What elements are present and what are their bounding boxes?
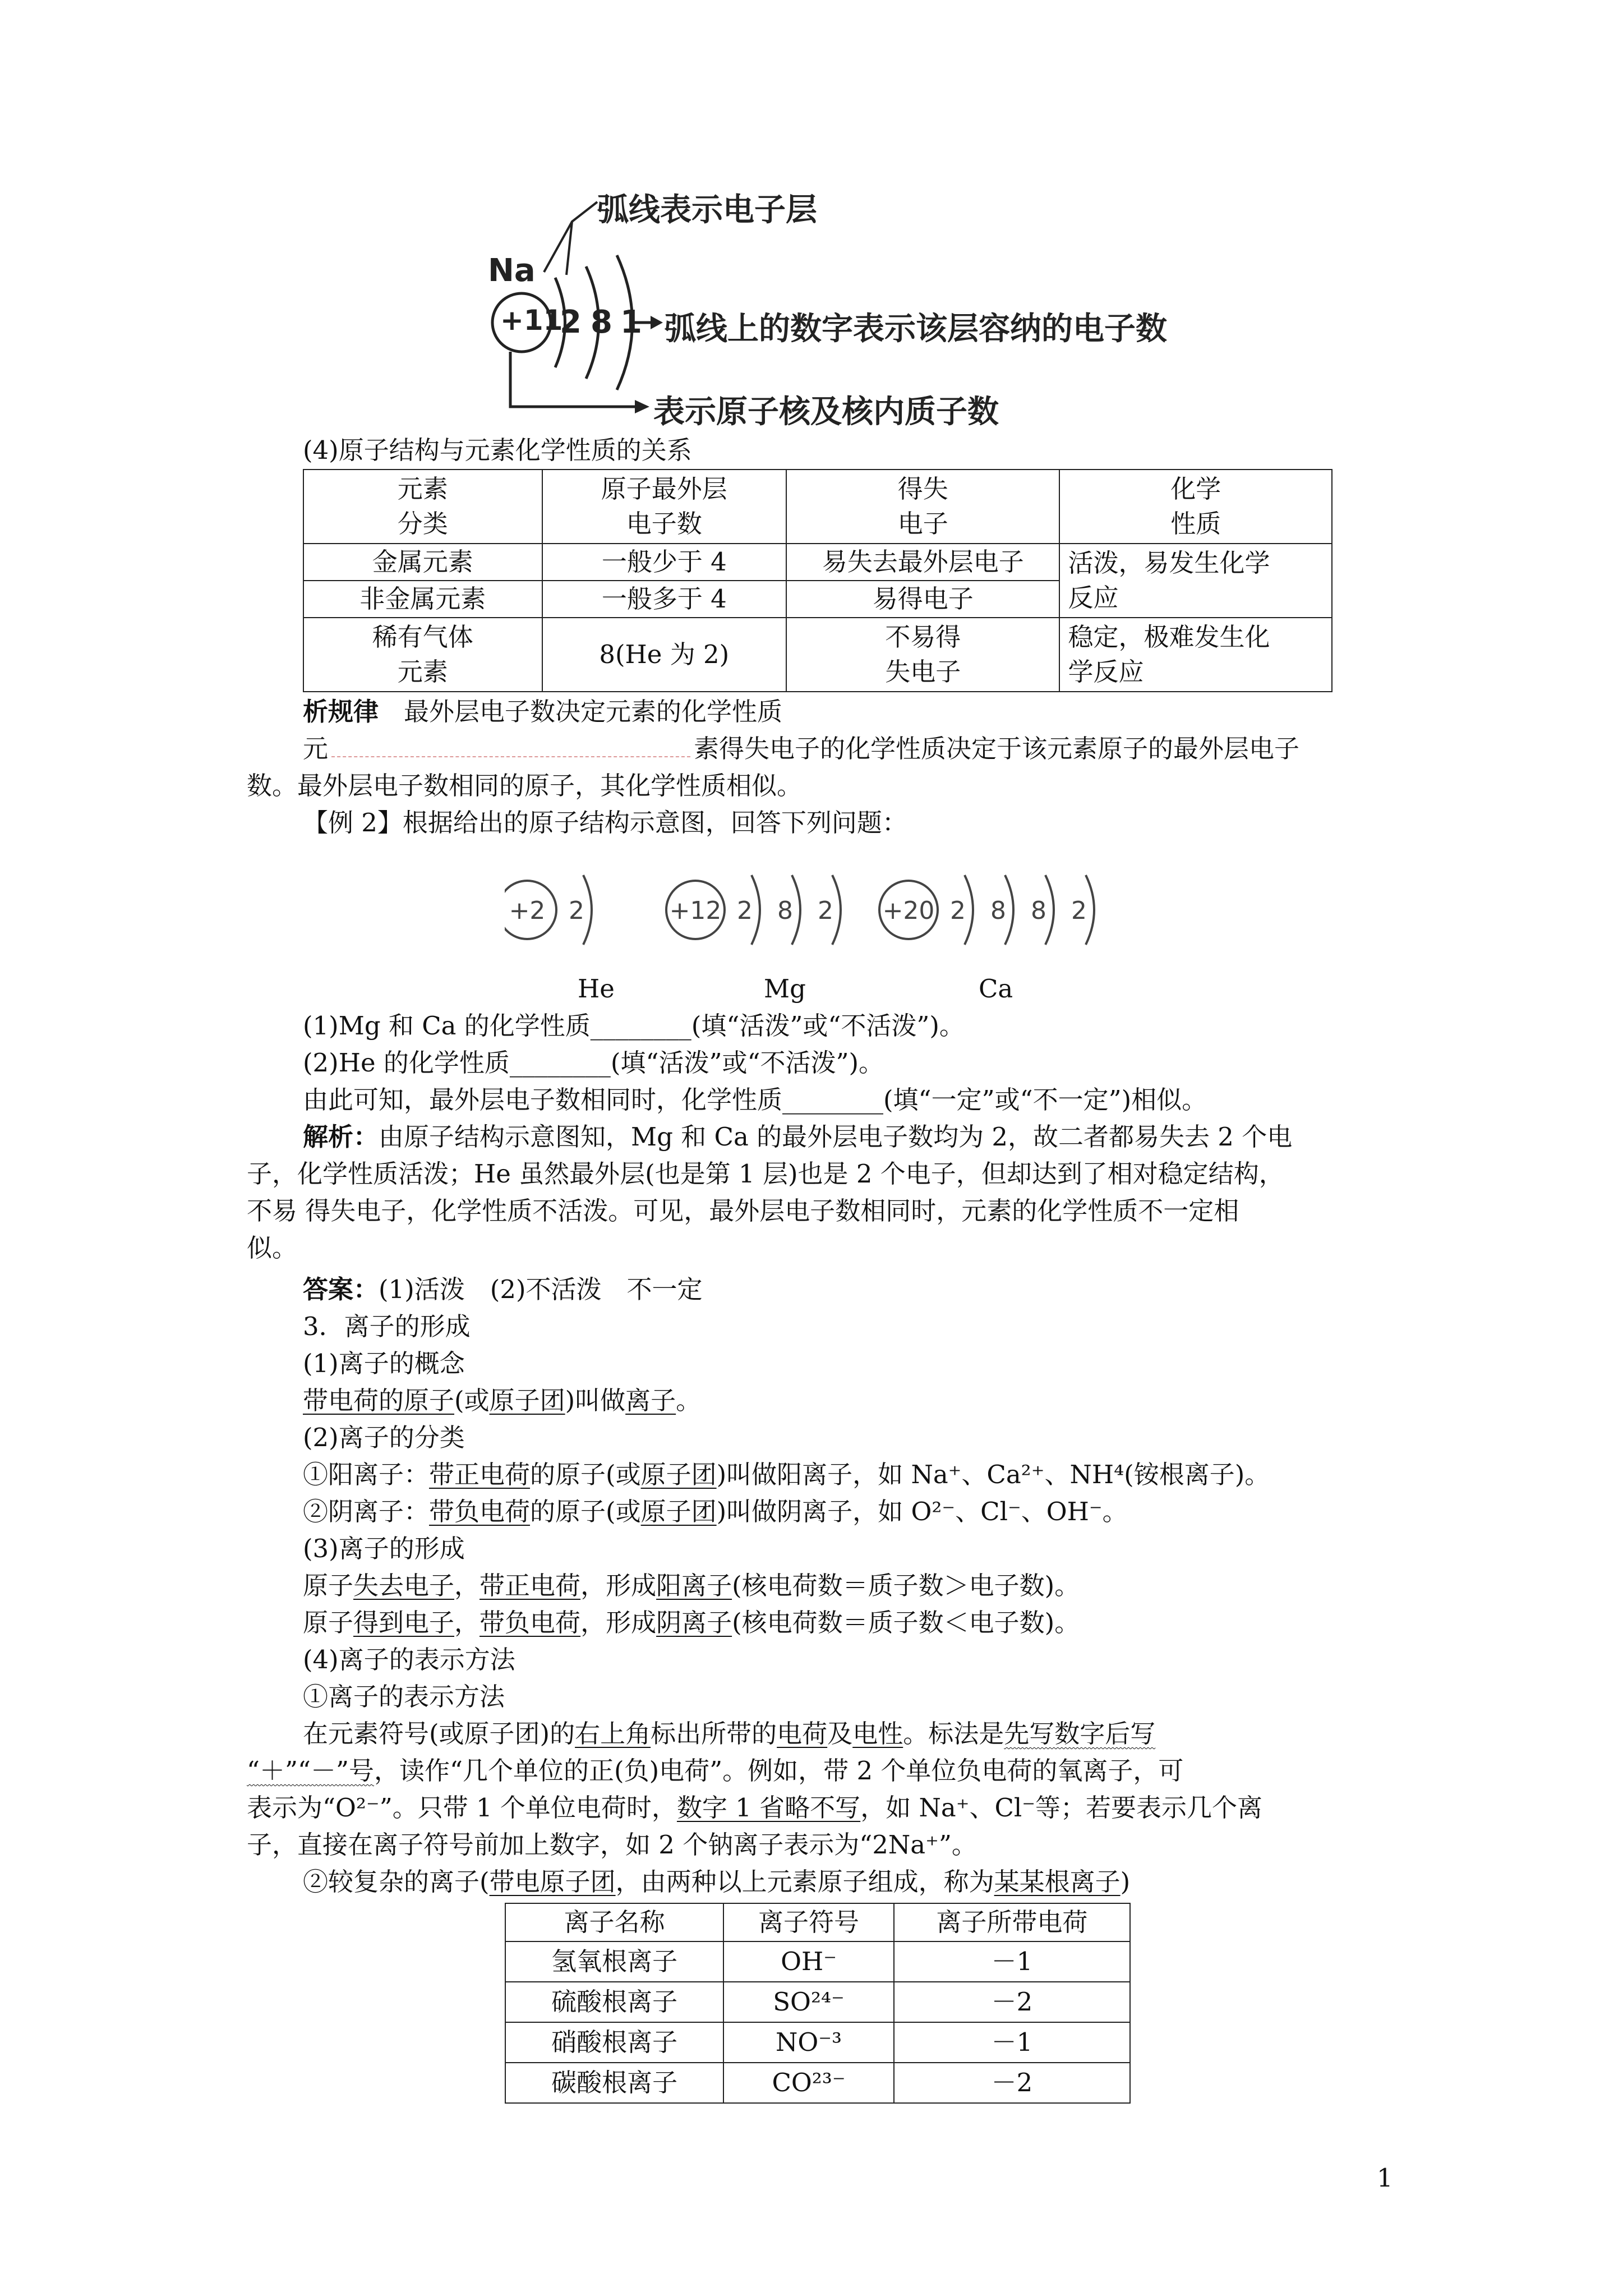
header-cell: 化学 性质	[1059, 470, 1332, 544]
text: 。	[676, 1386, 702, 1415]
table-cell: －1	[894, 1941, 1130, 1982]
electron-shell-arc	[583, 875, 592, 945]
rule-title: 最外层电子数决定元素的化学性质	[404, 697, 783, 726]
text: 标出所带的	[651, 1719, 777, 1749]
underlined-term: 带电原子团	[489, 1867, 616, 1897]
rule-text: 元	[303, 734, 329, 763]
question-1: (1)Mg 和 Ca 的化学性质________(填“活泼”或“不活泼”)。	[303, 1011, 965, 1041]
text: )	[1120, 1867, 1131, 1897]
example-intro: 【例 2】根据给出的原子结构示意图，回答下列问题：	[303, 808, 907, 838]
nucleus-charge: +2	[509, 896, 546, 925]
text: ，如 Na⁺、Cl⁻等；若要表示几个离	[860, 1793, 1263, 1823]
shell-electron-count: 2	[818, 896, 833, 925]
text: )叫做阴离子，如 O²⁻、Cl⁻、OH⁻。	[716, 1497, 1128, 1526]
table-cell-merged: 活泼，易发生化学 反应	[1059, 544, 1332, 618]
underlined-term: 离子	[625, 1386, 676, 1415]
formation-line-2	[303, 1604, 1080, 1641]
underlined-term: 数字 1 省略不写	[676, 1793, 861, 1823]
underlined-term: 带正电荷	[479, 1571, 581, 1600]
text: ①阳离子：	[303, 1460, 430, 1489]
table-header-row	[303, 470, 1332, 544]
text: 。标法是	[903, 1719, 1004, 1749]
rule-label: 析规律	[303, 697, 379, 726]
table-cell: 易失去最外层电子	[786, 544, 1059, 581]
analysis-text: 由原子结构示意图知，Mg 和 Ca 的最外层电子数均为 2，故二者都易失去 2 个电	[379, 1122, 1293, 1152]
answer-text: (1)活泼 (2)不活泼 不一定	[379, 1274, 703, 1304]
text: 原子	[303, 1571, 354, 1600]
question-3: 由此可知，最外层电子数相同时，化学性质________(填“一定”或“不一定”)相似。	[303, 1085, 1207, 1115]
text: )叫做	[565, 1386, 626, 1415]
underlined-term: 原子团	[640, 1460, 717, 1489]
electron-shell-arc	[1086, 875, 1094, 945]
header-cell: 原子最外层 电子数	[542, 470, 787, 544]
text: ②较复杂的离子(	[303, 1867, 490, 1897]
underlined-term: 某某根离子	[994, 1867, 1121, 1897]
sub-ion-representation-1: ①离子的表示方法	[303, 1682, 505, 1711]
na-shell-3: 1	[620, 304, 642, 341]
electron-shell-arc	[1005, 875, 1013, 945]
text: ②阴离子：	[303, 1497, 430, 1526]
table-row	[303, 618, 1332, 692]
text: (核电荷数＝质子数＞电子数)。	[732, 1571, 1080, 1600]
underlined-term: 电性	[852, 1719, 903, 1749]
text: 及	[827, 1719, 853, 1749]
table-header-row	[505, 1903, 1130, 1941]
table-row	[505, 2063, 1130, 2103]
analysis-line-2: 子，化学性质活泼；He 虽然最外层(也是第 1 层)也是 2 个电子，但却达到了相对稳定结构，	[247, 1159, 1284, 1189]
underlined-term: 右上角	[575, 1719, 651, 1749]
underlined-term: 带正电荷	[429, 1460, 531, 1489]
table-cell: CO²³⁻	[723, 2063, 894, 2103]
text: 原子	[303, 1608, 354, 1637]
na-shell-2: 8	[591, 304, 612, 341]
analysis-line-4: 似。	[247, 1233, 298, 1263]
table-row	[505, 1941, 1130, 1982]
analysis-label: 解析：	[303, 1122, 379, 1152]
faded-watermark-gap	[331, 735, 690, 757]
rule-heading	[303, 693, 782, 730]
underlined-term: 阴离子	[656, 1608, 732, 1637]
table-cell: －2	[894, 2063, 1130, 2103]
section4-title: (4)原子结构与元素化学性质的关系	[303, 435, 692, 465]
table-cell: 一般少于 4	[542, 544, 787, 581]
text: ，形成	[580, 1571, 657, 1600]
table-cell: 硝酸根离子	[505, 2022, 723, 2063]
cation-line	[303, 1456, 1270, 1493]
label-nucleus: 表示原子核及核内质子数	[653, 394, 999, 430]
text: ，读作“几个单位的正(负)电荷”。例如，带 2 个单位负电荷的氧离子，可	[374, 1756, 1184, 1786]
underlined-term: 原子团	[640, 1497, 717, 1526]
table-cell: －2	[894, 1982, 1130, 2022]
table-cell: 稳定，极难发生化 学反应	[1059, 618, 1332, 692]
atom-name-mg: Mg	[764, 974, 806, 1004]
ion-definition	[303, 1382, 701, 1419]
underlined-term: 带电荷的原子	[303, 1386, 455, 1415]
heading-ion-formation: 3．离子的形成	[303, 1312, 471, 1341]
text: 的原子(或	[530, 1460, 641, 1489]
electron-shell-arc	[1045, 875, 1054, 945]
electron-shell-arc	[792, 875, 800, 945]
table-cell: 碳酸根离子	[505, 2063, 723, 2103]
text: ，	[454, 1571, 480, 1600]
header-cell: 元素 分类	[303, 470, 542, 544]
table-row	[505, 1982, 1130, 2022]
table-cell: 8(He 为 2)	[542, 618, 787, 692]
electron-shell-arc	[832, 875, 841, 945]
ion-structure-diagrams	[505, 864, 1178, 965]
shell-electron-count: 8	[777, 896, 793, 925]
shell-electron-count: 2	[950, 896, 966, 925]
electron-shell-arc	[965, 875, 973, 945]
table-row	[505, 2022, 1130, 2063]
underlined-term: 得到电子	[353, 1608, 455, 1637]
underlined-term: 带负电荷	[429, 1497, 531, 1526]
table-cell: OH⁻	[723, 1941, 894, 1982]
text: ，形成	[580, 1608, 657, 1637]
shell-electron-count: 2	[737, 896, 753, 925]
shell-electron-count: 8	[990, 896, 1006, 925]
atom-diagrams-svg	[505, 864, 1178, 965]
table-row	[303, 544, 1332, 581]
representation-line-4: 子，直接在离子符号前加上数字，如 2 个钠离子表示为“2Na⁺”。	[247, 1830, 977, 1860]
header-cell: 离子所带电荷	[894, 1903, 1130, 1941]
analysis-line-1	[303, 1119, 1292, 1156]
sub-ion-representation: (4)离子的表示方法	[303, 1645, 515, 1674]
label-arc: 弧线表示电子层	[597, 192, 817, 228]
label-numbers: 弧线上的数字表示该层容纳的电子数	[665, 311, 1167, 347]
table-cell: 氢氧根离子	[505, 1941, 723, 1982]
header-cell: 得失 电子	[786, 470, 1059, 544]
text: 的原子(或	[530, 1497, 641, 1526]
table-cell: 易得电子	[786, 581, 1059, 618]
text: ，	[454, 1608, 480, 1637]
electron-shell-arc	[751, 875, 760, 945]
answer-line	[303, 1271, 703, 1308]
sub-ion-formation: (3)离子的形成	[303, 1534, 465, 1563]
table-cell: 硫酸根离子	[505, 1982, 723, 2022]
text: )叫做阳离子，如 Na⁺、Ca²⁺、NH⁴(铵根离子)。	[716, 1460, 1270, 1489]
complex-ion-line	[303, 1864, 1130, 1901]
analysis-line-3: 不易 得失电子，化学性质不活泼。可见，最外层电子数相同时，元素的化学性质不一定相	[247, 1196, 1239, 1226]
formation-line-1	[303, 1567, 1080, 1604]
nucleus-charge: +12	[669, 896, 722, 925]
radical-ion-table	[505, 1903, 1131, 2104]
sub-ion-classification: (2)离子的分类	[303, 1423, 465, 1452]
text: (核电荷数＝质子数＜电子数)。	[732, 1608, 1080, 1637]
representation-line-2	[247, 1752, 1183, 1789]
na-atom-diagram	[482, 180, 1211, 432]
representation-line-1	[303, 1715, 1155, 1752]
shell-electron-count: 2	[569, 896, 584, 925]
wavy-underlined-term: 先写数字后写	[1004, 1719, 1156, 1749]
rule-line-2: 数。最外层电子数相同的原子，其化学性质相似。	[247, 771, 803, 800]
text: 表示为“O²⁻”。只带 1 个单位电荷时，	[247, 1793, 677, 1823]
underlined-term: 带负电荷	[479, 1608, 581, 1637]
table-cell: 非金属元素	[303, 581, 542, 618]
table-cell: SO²⁴⁻	[723, 1982, 894, 2022]
header-cell: 离子名称	[505, 1903, 723, 1941]
shell-electron-count: 2	[1071, 896, 1087, 925]
nucleus-charge: +20	[882, 896, 935, 925]
answer-label: 答案：	[303, 1274, 379, 1304]
text: (或	[454, 1386, 490, 1415]
representation-line-3	[247, 1789, 1262, 1826]
underlined-term: 阳离子	[656, 1571, 732, 1600]
question-2: (2)He 的化学性质________(填“活泼”或“不活泼”)。	[303, 1048, 884, 1078]
header-cell: 离子符号	[723, 1903, 894, 1941]
table-cell: 不易得 失电子	[786, 618, 1059, 692]
na-shell-1: 2	[560, 304, 582, 341]
atom-name-he: He	[578, 974, 615, 1004]
table-cell: 稀有气体 元素	[303, 618, 542, 692]
na-nucleus-label: +11	[500, 304, 563, 337]
text: ，由两种以上元素原子组成，称为	[615, 1867, 994, 1897]
table-cell: 一般多于 4	[542, 581, 787, 618]
wavy-underlined-term: “＋”“－”号	[247, 1756, 375, 1786]
table-cell: －1	[894, 2022, 1130, 2063]
atom-name-ca: Ca	[979, 974, 1013, 1004]
rule-text: 素得失电子的化学性质决定于该元素原子的最外层电子	[694, 734, 1300, 763]
table-cell: NO⁻³	[723, 2022, 894, 2063]
sub-ion-concept: (1)离子的概念	[303, 1349, 465, 1378]
rule-line-1	[303, 730, 1299, 767]
shell-electron-count: 8	[1031, 896, 1046, 925]
text: 在元素符号(或原子团)的	[303, 1719, 575, 1749]
page-number: 1	[1377, 2163, 1393, 2193]
underlined-term: 电荷	[777, 1719, 828, 1749]
underlined-term: 失去电子	[353, 1571, 455, 1600]
anion-line	[303, 1493, 1128, 1530]
element-property-table	[303, 469, 1332, 692]
underlined-term: 原子团	[489, 1386, 565, 1415]
table-cell: 金属元素	[303, 544, 542, 581]
na-symbol: Na	[488, 252, 536, 289]
